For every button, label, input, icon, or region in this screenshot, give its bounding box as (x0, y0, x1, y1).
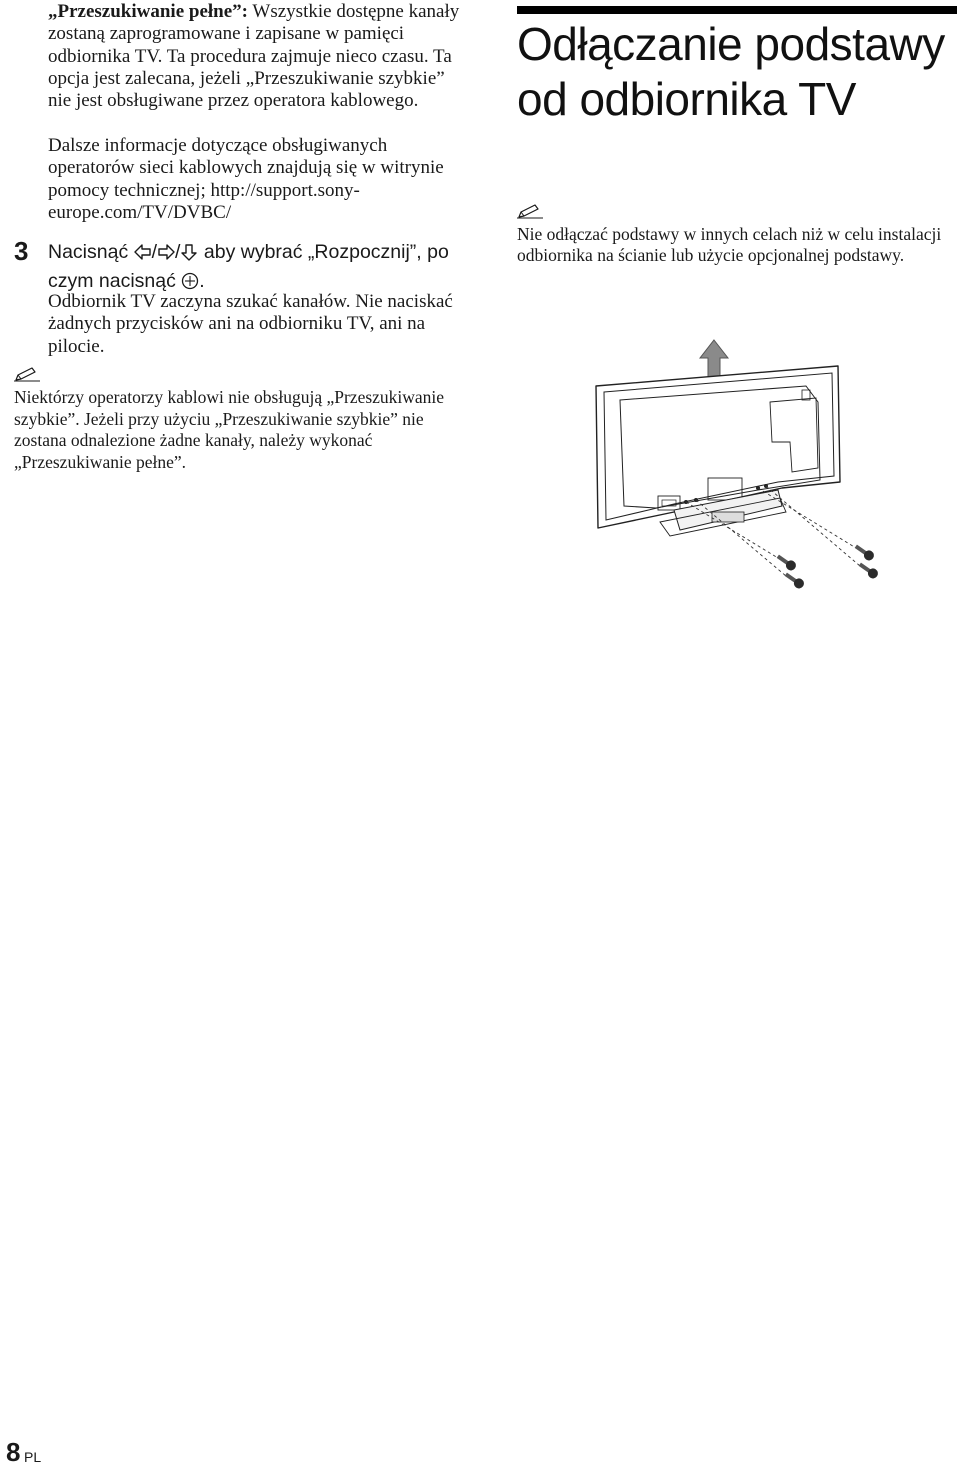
full-scan-term: „Przeszukiwanie pełne”: (48, 1, 249, 22)
down-arrow-icon (180, 242, 198, 268)
stand-removal-note: Nie odłączać podstawy w innych celach niż w celu instalacji odbiornika na ścianie lub użycie opcjonalnej podstawy. (517, 224, 942, 265)
page-number: 8 (6, 1437, 21, 1467)
quick-scan-note: Niektórzy operatorzy kablowi nie obsługują „Przeszukiwanie szybkie”. Jeżeli przy użyciu „Przeszukiwanie szybkie” nie zostana odnalezione żadne kanały, należy wykonać „Przeszukiwanie pełne”. (14, 387, 445, 472)
screw-icon (775, 542, 880, 590)
step-3-end: . (199, 270, 205, 292)
left-arrow-icon (134, 242, 152, 268)
step-3-separator-1: / (151, 241, 158, 263)
page-language: PL (24, 1449, 42, 1465)
section-title-rule (517, 6, 957, 14)
step-3-separator-2: / (175, 241, 181, 263)
right-arrow-icon (157, 242, 175, 268)
pencil-note-icon (517, 203, 545, 219)
tv-stand-removal-illustration (590, 330, 890, 590)
full-scan-paragraph (48, 1, 463, 112)
pencil-note-icon (14, 366, 42, 382)
support-info-paragraph: Dalsze informacje dotyczące obsługiwanych operatorów sieci kablowych znajdują się w witrynie pomocy technicznej; http://support.sony-europe.com/TV/DVBC/ (48, 135, 444, 223)
step-3-result: Odbiornik TV zaczyna szukać kanałów. Nie naciskać żadnych przycisków ani na odbiorniku TV, ani na pilocie. (48, 291, 453, 357)
step-number: 3 (14, 236, 29, 266)
step-3-text-after: aby wybrać „Rozpocznij”, po czym nacisnąć (48, 241, 449, 292)
step-3-instruction (48, 239, 468, 297)
full-scan-description: Wszystkie dostępne kanały zostaną zaprogramowane i zapisane w pamięci odbiornika TV. Ta procedura zajmuje nieco czasu. Ta opcja jest zalecana, jeżeli „Przeszukiwanie szybkie” nie jest obsługiwane przez operatora kablowego. (48, 1, 460, 112)
step-3-text-before: Nacisnąć (48, 241, 134, 263)
section-title: Odłączanie podstawy od odbiornika TV (517, 18, 945, 125)
